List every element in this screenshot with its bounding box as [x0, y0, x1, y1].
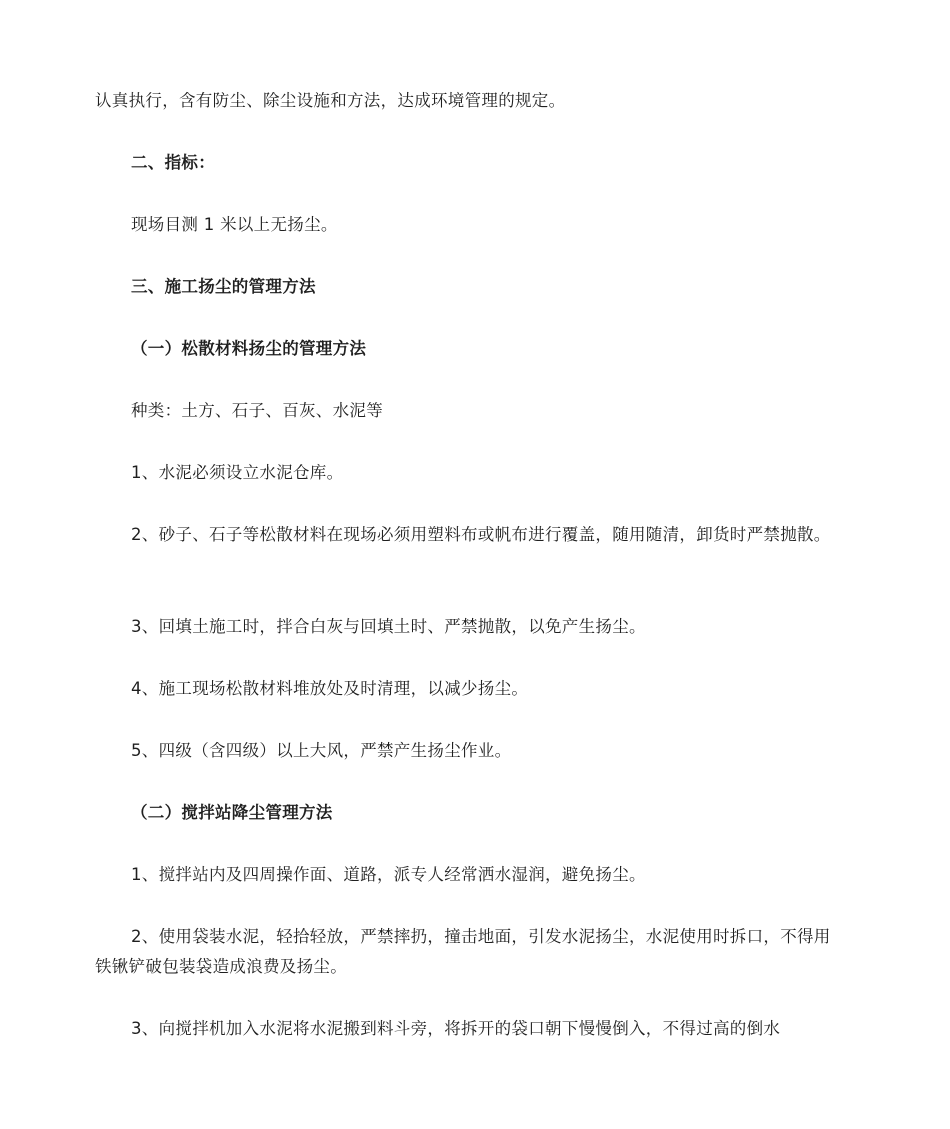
- paragraph-intro: 认真执行，含有防尘、除尘设施和方法，达成环境管理的规定。: [95, 91, 566, 110]
- list-item-loose-3: 3、回填土施工时，拌合白灰与回填土时、严禁抛散，以免产生扬尘。: [131, 617, 646, 636]
- list-item-loose-5: 5、四级（含四级）以上大风，严禁产生扬尘作业。: [131, 741, 512, 760]
- subheading-mixing-station: （二）搅拌站降尘管理方法: [131, 803, 333, 822]
- subheading-loose-materials: （一）松散材料扬尘的管理方法: [131, 339, 367, 358]
- paragraph-material-types: 种类：土方、石子、百灰、水泥等: [131, 401, 383, 420]
- paragraph-indicator-text: 现场目测 1 米以上无扬尘。: [131, 215, 338, 234]
- list-item-mixing-3: 3、向搅拌机加入水泥将水泥搬到料斗旁，将拆开的袋口朝下慢慢倒入，不得过高的倒水: [131, 1019, 781, 1038]
- list-item-loose-4: 4、施工现场松散材料堆放处及时清理，以减少扬尘。: [131, 679, 529, 698]
- heading-indicators: 二、指标：: [131, 153, 215, 172]
- list-item-mixing-2: 2、使用袋装水泥，轻拾轻放，严禁摔扔，撞击地面，引发水泥扬尘，水泥使用时拆口，不得用铁锹铲破包装袋造成浪费及扬尘。: [95, 927, 831, 976]
- list-item-loose-2: 2、砂子、石子等松散材料在现场必须用塑料布或帆布进行覆盖，随用随清，卸货时严禁抛散。: [131, 525, 831, 544]
- list-item-mixing-1: 1、搅拌站内及四周操作面、道路，派专人经常洒水湿润，避免扬尘。: [131, 865, 646, 884]
- heading-dust-management: 三、施工扬尘的管理方法: [131, 277, 316, 296]
- list-item-loose-1: 1、水泥必须设立水泥仓库。: [131, 463, 344, 482]
